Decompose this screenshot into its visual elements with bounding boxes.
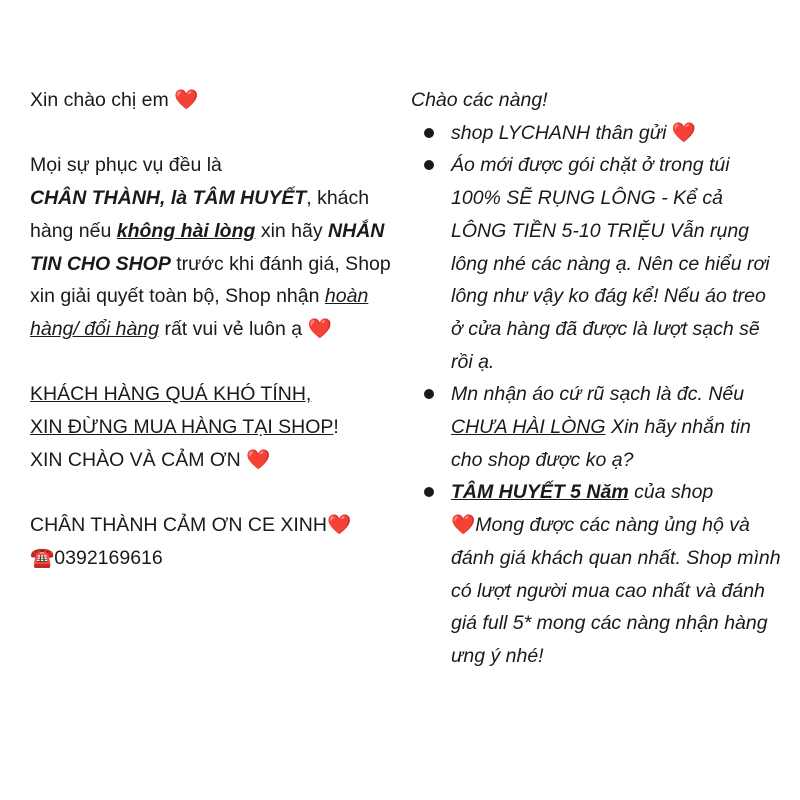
- thanks-paragraph: [30, 509, 402, 574]
- bullet-text: của shop: [628, 481, 714, 504]
- warning-line-1: KHÁCH HÀNG QUÁ KHÓ TÍNH,: [30, 383, 312, 406]
- heart-icon: ❤️: [671, 121, 697, 144]
- heart-icon: ❤️: [174, 89, 199, 111]
- bullet-text: Áo mới được gói chặt ở trong túi 100% SẼ RỤNG LÔNG - Kể cả LÔNG TIỀN 5-10 TRIỆU Vẫn rụng lông nhé các nàng ạ. Nên ce hiểu rơi lông như vậy ko đág kể! Nếu áo treo ở cửa hàng đã được là lượt sạch sẽ rồi ạ.: [451, 154, 770, 373]
- right-column: [411, 84, 781, 673]
- service-text: rất vui vẻ luôn ạ: [159, 317, 303, 340]
- heart-icon: ❤️: [307, 317, 332, 340]
- service-text: xin hãy: [255, 219, 323, 242]
- phone-number: 0392169616: [54, 546, 163, 569]
- spacer: [30, 117, 402, 150]
- heart-icon: ❤️: [326, 514, 352, 537]
- return-exchange-text: hoàn hàng/ đổi hàng: [30, 285, 369, 340]
- bullet-text: Mong được các nàng ủng hộ và đánh giá khách quan nhất. Shop mình có lượt người mua cao nhất và đánh giá full 5* mong các nàng nhận hàng ưng ý nhé!: [451, 514, 781, 667]
- thanks-text: CHÂN THÀNH CẢM ƠN CE XINH: [30, 514, 327, 537]
- bullet-icon: [424, 160, 434, 170]
- hello-thanks-text: XIN CHÀO VÀ CẢM ƠN: [30, 448, 241, 471]
- service-text: , khách hàng nếu: [30, 187, 370, 242]
- not-satisfied-emphasis: không hài lòng: [116, 219, 256, 242]
- sincere-emphasis: CHÂN THÀNH, là TÂM HUYẾT: [30, 187, 307, 210]
- bullet-text: shop LYCHANH thân gửi: [451, 121, 667, 144]
- heart-icon: ❤️: [246, 448, 271, 471]
- bullet-text: Mn nhận áo cứ rũ sạch là đc. Nếu: [451, 383, 745, 406]
- warning-paragraph: [30, 378, 402, 476]
- list-item: [411, 378, 781, 476]
- message-shop-emphasis: NHẮN TIN CHO SHOP: [30, 219, 385, 275]
- list-item: [411, 149, 781, 378]
- dedication-emphasis: TÂM HUYẾT 5 Năm: [451, 481, 629, 504]
- greeting-text: Xin chào chị em: [30, 89, 169, 111]
- right-title: Chào các nàng!: [411, 89, 548, 111]
- service-text: trước khi đánh giá, Shop xin giải quyết toàn bộ, Shop nhận: [30, 252, 391, 308]
- telephone-icon: ☎️: [30, 546, 55, 569]
- bullet-icon: [424, 389, 434, 399]
- service-paragraph: [30, 149, 402, 345]
- heart-icon: ❤️: [451, 514, 476, 537]
- warning-punct: !: [333, 416, 339, 438]
- left-column: [30, 84, 402, 575]
- list-item: [411, 117, 781, 150]
- warning-line-2: XIN ĐỪNG MUA HÀNG TẠI SHOP: [30, 416, 334, 438]
- spacer: [30, 346, 402, 379]
- not-satisfied-text: CHƯA HÀI LÒNG: [451, 416, 606, 439]
- spacer: [30, 476, 402, 509]
- greeting-line: [30, 84, 402, 117]
- notes-list: [411, 117, 781, 673]
- bullet-text: Xin hãy nhắn tin cho shop được ko ạ?: [451, 416, 751, 471]
- bullet-icon: [424, 487, 434, 497]
- list-item: [411, 476, 781, 672]
- bullet-icon: [424, 128, 434, 138]
- service-text: Mọi sự phục vụ đều là: [30, 154, 222, 177]
